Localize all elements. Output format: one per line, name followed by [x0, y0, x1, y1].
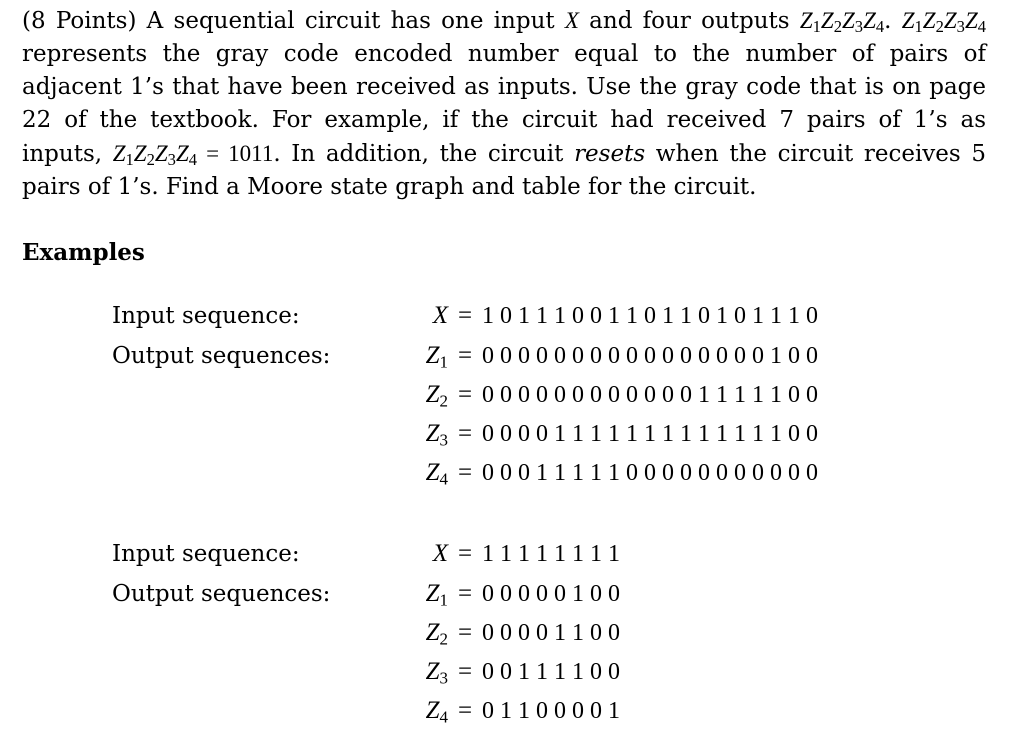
problem-text-3: . [884, 8, 902, 34]
z1-row [400, 574, 620, 614]
equals-sign: = [457, 381, 473, 408]
z3-row [400, 652, 620, 692]
z2-var: $Z_2$ [425, 381, 448, 411]
output-vars-2: $Z_1Z_2Z_3Z_4$ [901, 8, 987, 37]
z1-row [400, 336, 818, 376]
equals-sign: = [457, 420, 473, 447]
problem-text-4: represents the gray code encoded number equal to the number of pairs of adjacent 1’s that have been received as inputs. Use the gray code that is on page 22 of the textbook. For example, if the circuit had received 7 pairs of 1’s as inputs, [22, 41, 986, 167]
problem-text-1: A sequential circuit has one input [136, 8, 565, 34]
z2-var: $Z_2$ [425, 619, 448, 649]
example-value: = 1011 [197, 141, 274, 166]
output-sequences-label: Output sequences: [112, 343, 331, 369]
resets-word: resets [574, 141, 646, 167]
equals-sign: = [457, 459, 473, 486]
x-row [400, 534, 620, 574]
equals-sign: = [457, 580, 473, 607]
x-bits: 1 0 1 1 1 0 0 1 1 0 1 1 0 1 0 1 1 1 0 [482, 303, 818, 329]
z1-var: $Z_1$ [425, 580, 448, 610]
z4-var: $Z_4$ [425, 697, 448, 727]
equals-sign: = [457, 697, 473, 724]
x-bits: 1 1 1 1 1 1 1 1 [482, 541, 620, 567]
z1-bits: 0 0 0 0 0 1 0 0 [482, 581, 620, 607]
z3-row [400, 414, 818, 454]
z4-bits: 0 0 0 1 1 1 1 1 0 0 0 0 0 0 0 0 0 0 0 [482, 460, 818, 486]
z3-var: $Z_3$ [425, 420, 448, 450]
equals-sign: = [457, 540, 473, 567]
problem-statement [22, 4, 986, 204]
problem-points: (8 Points) [22, 8, 137, 34]
problem-text-2: and four outputs [578, 8, 800, 34]
z2-bits: 0 0 0 0 1 1 0 0 [482, 620, 620, 646]
z2-row [400, 613, 620, 653]
output-sequences-label: Output sequences: [112, 581, 331, 607]
problem-text-6: when the circuit receives 5 pairs of 1’s. Find a Moore state graph and table for the circuit. [22, 141, 986, 200]
z3-bits: 0 0 0 0 1 1 1 1 1 1 1 1 1 1 1 1 1 0 0 [482, 421, 818, 447]
x-var: X [432, 302, 448, 329]
examples-heading: Examples [22, 239, 145, 266]
z2-bits: 0 0 0 0 0 0 0 0 0 0 0 0 1 1 1 1 1 0 0 [482, 382, 818, 408]
equals-sign: = [457, 619, 473, 646]
z1-var: $Z_1$ [425, 342, 448, 372]
z3-bits: 0 0 1 1 1 1 0 0 [482, 659, 620, 685]
z4-row [400, 453, 818, 493]
equals-sign: = [457, 658, 473, 685]
equals-sign: = [457, 302, 473, 329]
z4-var: $Z_4$ [425, 459, 448, 489]
equals-sign: = [457, 342, 473, 369]
z3-var: $Z_3$ [425, 658, 448, 688]
input-sequence-label: Input sequence: [112, 541, 300, 567]
output-vars-1: $Z_1Z_2Z_3Z_4$ [799, 8, 885, 37]
z2-row [400, 375, 818, 415]
z4-bits: 0 1 1 0 0 0 0 1 [482, 698, 620, 724]
z1-bits: 0 0 0 0 0 0 0 0 0 0 0 0 0 0 0 0 1 0 0 [482, 343, 818, 369]
input-sequence-label: Input sequence: [112, 303, 300, 329]
problem-text-5: . In addition, the circuit [273, 141, 575, 167]
input-variable: X [564, 8, 579, 33]
z4-row [400, 691, 620, 731]
x-var: X [432, 540, 448, 567]
x-row [400, 296, 818, 336]
output-vars-3: $Z_1Z_2Z_3Z_4$ [112, 141, 198, 170]
